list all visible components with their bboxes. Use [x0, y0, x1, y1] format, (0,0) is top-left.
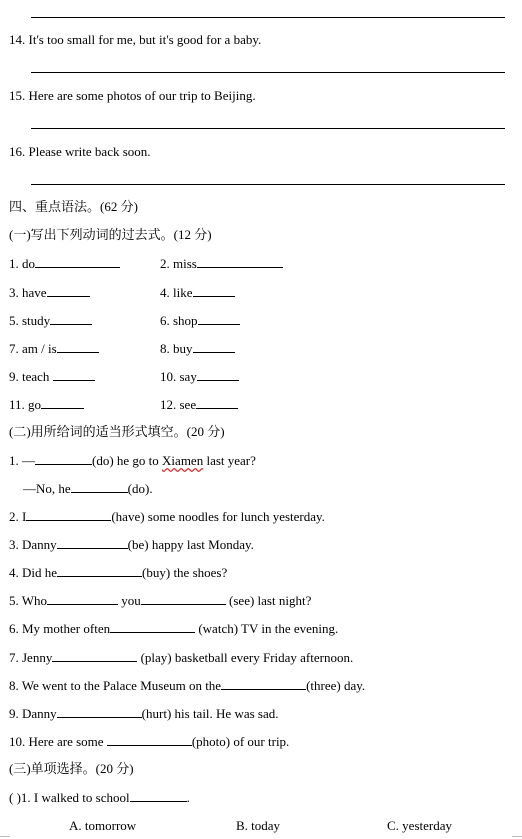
answer-paren[interactable]: ( ) [9, 790, 21, 805]
fill-item-9: 9. Danny (hurt) his tail. He was sad. [9, 706, 279, 721]
choice-item-1: ( )1. I walked to school . [9, 790, 190, 805]
blank[interactable] [57, 537, 128, 549]
translation-item-15: 15. Here are some photos of our trip to Beijing. [9, 88, 256, 103]
option-a[interactable]: A. tomorrow [69, 818, 137, 833]
fill-item-2: 2. I (have) some noodles for lunch yesterday. [9, 509, 325, 524]
blank[interactable] [141, 593, 226, 605]
fill-item-6: 6. My mother often (watch) TV in the evening. [9, 621, 339, 636]
section-4-title: 四、重点语法。(62 分) [9, 199, 138, 214]
blank[interactable] [57, 341, 99, 353]
blank[interactable] [35, 256, 120, 268]
blank[interactable] [196, 397, 238, 409]
fill-item-10: 10. Here are some (photo) of our trip. [9, 734, 290, 749]
blank[interactable] [47, 593, 118, 605]
answer-line-15[interactable] [31, 128, 505, 129]
blank[interactable] [193, 341, 235, 353]
verb-item: 7. am / is [9, 341, 99, 356]
part-1-title: (一)写出下列动词的过去式。(12 分) [9, 227, 212, 242]
verb-item: 4. like [160, 285, 235, 300]
verb-item: 8. buy [160, 341, 235, 356]
part-3-title: (三)单项选择。(20 分) [9, 761, 134, 776]
page-edge-mark [512, 836, 522, 837]
place-name: Xiamen [162, 453, 204, 468]
fill-item-3: 3. Danny (be) happy last Monday. [9, 537, 254, 552]
fill-item-8: 8. We went to the Palace Museum on the (three) day. [9, 678, 366, 693]
verb-item: 2. miss [160, 256, 283, 271]
fill-item-5: 5. Who you (see) last night? [9, 593, 312, 608]
blank[interactable] [221, 678, 306, 690]
verb-item: 10. say [160, 369, 239, 384]
blank[interactable] [35, 453, 92, 465]
answer-line-14[interactable] [31, 72, 505, 73]
blank[interactable] [57, 565, 142, 577]
fill-item-7: 7. Jenny (play) basketball every Friday afternoon. [9, 650, 354, 665]
verb-item: 9. teach [9, 369, 95, 384]
translation-item-14: 14. It's too small for me, but it's good for a baby. [9, 32, 262, 47]
verb-item: 5. study [9, 313, 92, 328]
blank[interactable] [193, 285, 235, 297]
blank[interactable] [130, 790, 187, 802]
blank[interactable] [110, 621, 195, 633]
fill-item-1a: 1. — (do) he go to Xiamen last year? [9, 453, 256, 468]
blank[interactable] [197, 369, 239, 381]
option-c[interactable]: C. yesterday [387, 818, 452, 833]
part-2-title: (二)用所给词的适当形式填空。(20 分) [9, 424, 225, 439]
blank[interactable] [71, 481, 128, 493]
verb-item: 6. shop [160, 313, 240, 328]
blank[interactable] [47, 285, 90, 297]
option-b[interactable]: B. today [236, 818, 281, 833]
answer-line-16[interactable] [31, 184, 505, 185]
blank[interactable] [41, 397, 84, 409]
blank[interactable] [53, 369, 95, 381]
blank[interactable] [197, 256, 283, 268]
blank[interactable] [57, 706, 142, 718]
blank[interactable] [50, 313, 92, 325]
fill-item-1b: —No, he (do). [23, 481, 153, 496]
verb-item: 12. see [160, 397, 238, 412]
verb-item: 3. have [9, 285, 90, 300]
translation-item-16: 16. Please write back soon. [9, 144, 151, 159]
blank[interactable] [107, 734, 192, 746]
fill-item-4: 4. Did he (buy) the shoes? [9, 565, 228, 580]
verb-item: 11. go [9, 397, 84, 412]
answer-line-13[interactable] [31, 17, 505, 18]
blank[interactable] [52, 650, 137, 662]
verb-item: 1. do [9, 256, 120, 271]
page-edge-mark [0, 836, 10, 837]
blank[interactable] [198, 313, 240, 325]
blank[interactable] [26, 509, 111, 521]
